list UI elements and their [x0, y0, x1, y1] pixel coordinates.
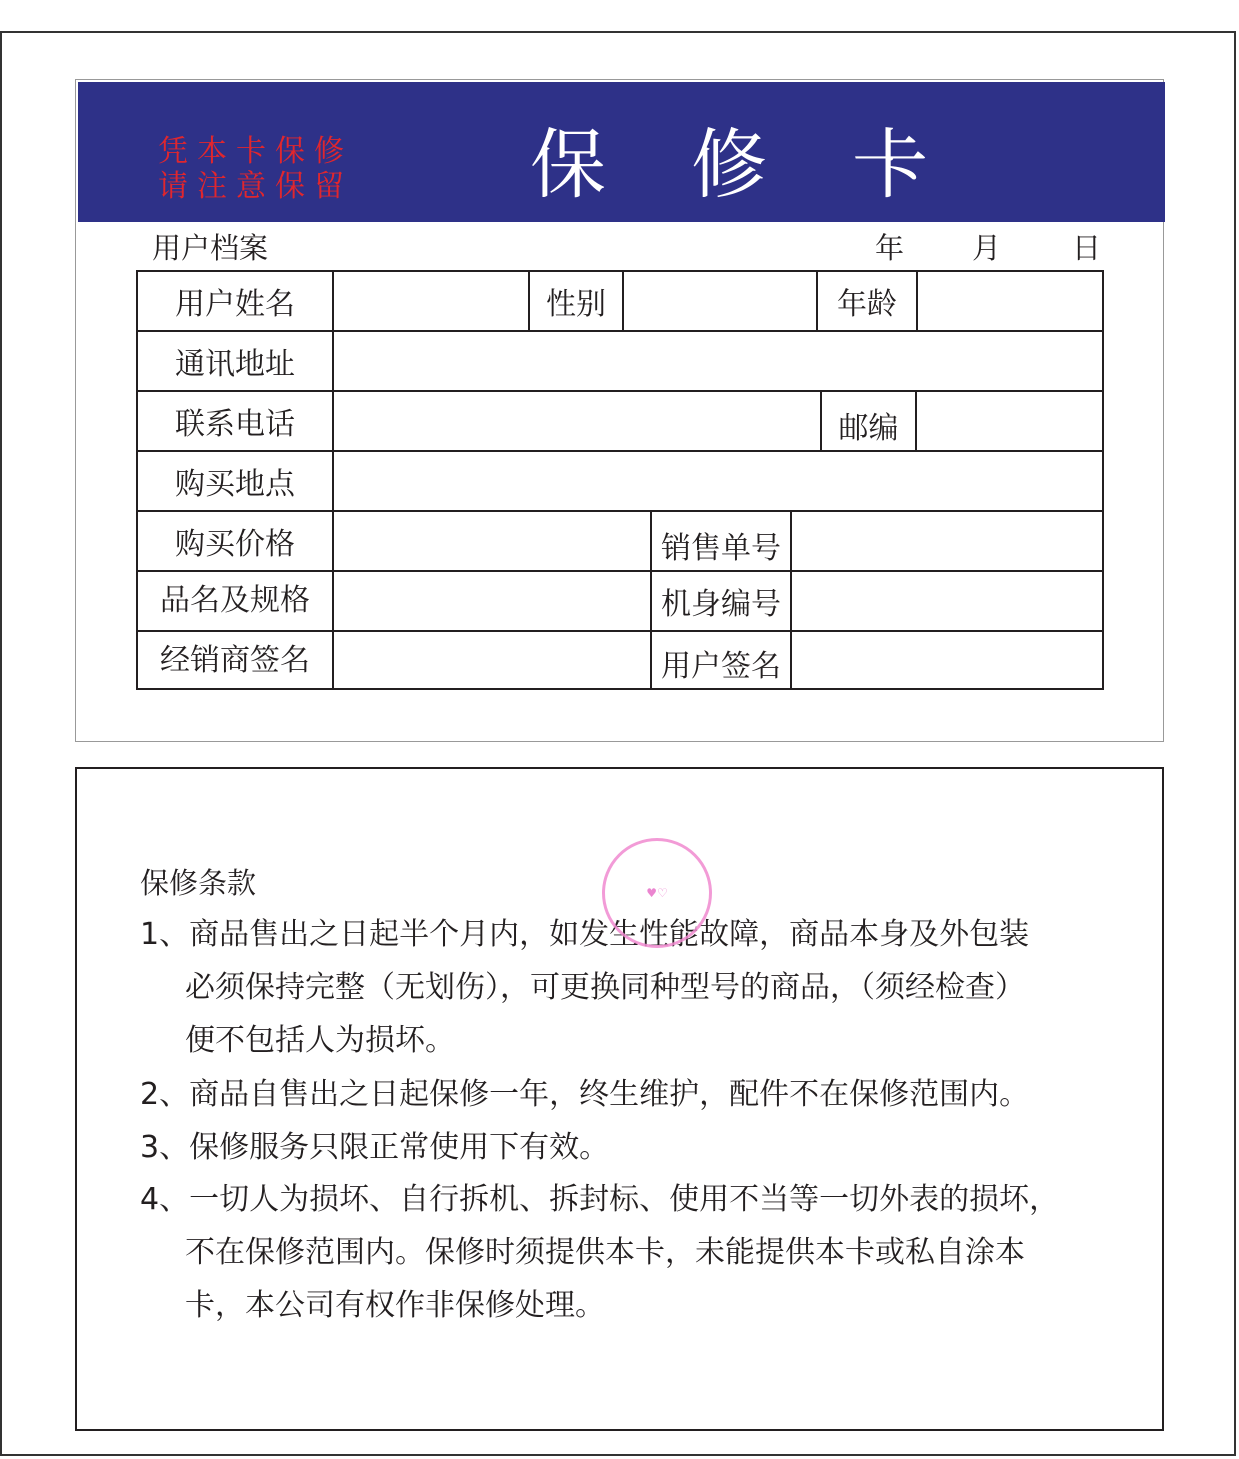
product-label: 品名及规格	[136, 570, 334, 632]
terms-title: 保修条款	[140, 866, 257, 900]
record-label: 用户档案	[152, 231, 269, 265]
name-label: 用户姓名	[136, 270, 334, 332]
age-field[interactable]	[916, 270, 1104, 332]
place-label: 购买地点	[136, 450, 334, 512]
phone-field[interactable]	[332, 390, 822, 452]
month-label: 月	[972, 231, 1002, 265]
address-label: 通讯地址	[136, 330, 334, 392]
terms-line: 1、商品售出之日起半个月内，如发生性能故障，商品本身及外包装	[140, 917, 1030, 952]
year-label: 年	[875, 231, 905, 265]
terms-line: 便不包括人为损坏。	[185, 1023, 455, 1058]
dealer-sign-field[interactable]	[332, 630, 652, 690]
serial-no-label: 机身编号	[650, 570, 792, 632]
postcode-label: 邮编	[820, 390, 917, 452]
header-note-1: 凭本卡保修	[158, 134, 353, 169]
postcode-field[interactable]	[915, 390, 1104, 452]
terms-line: 2、商品自售出之日起保修一年，终生维护，配件不在保修范围内。	[140, 1077, 1030, 1112]
terms-line: 4、一切人为损坏、自行拆机、拆封标、使用不当等一切外表的损坏，	[140, 1182, 1060, 1217]
title-char: 保	[530, 120, 606, 209]
product-field[interactable]	[332, 570, 652, 632]
price-field[interactable]	[332, 510, 652, 572]
terms-line: 不在保修范围内。保修时须提供本卡，未能提供本卡或私自涂本	[185, 1235, 1025, 1270]
header-note-2: 请注意保留	[158, 169, 353, 204]
user-sign-label: 用户签名	[650, 630, 792, 690]
title-char: 卡	[852, 120, 928, 209]
day-label: 日	[1072, 231, 1102, 265]
dealer-sign-label: 经销商签名	[136, 630, 334, 690]
order-no-field[interactable]	[790, 510, 1104, 572]
name-field[interactable]	[332, 270, 530, 332]
terms-line: 卡，本公司有权作非保修处理。	[185, 1288, 605, 1323]
terms-line: 3、保修服务只限正常使用下有效。	[140, 1130, 610, 1165]
user-sign-field[interactable]	[790, 630, 1104, 690]
order-no-label: 销售单号	[650, 510, 792, 572]
title-char: 修	[691, 120, 767, 209]
price-label: 购买价格	[136, 510, 334, 572]
age-label: 年龄	[816, 270, 918, 332]
phone-label: 联系电话	[136, 390, 334, 452]
card-title	[530, 120, 1013, 210]
place-field[interactable]	[332, 450, 1104, 512]
watermark-stamp: ♥♡	[602, 838, 712, 948]
address-field[interactable]	[332, 330, 1104, 392]
terms-line: 必须保持完整（无划伤），可更换同种型号的商品，（须经检查）	[185, 970, 1025, 1005]
gender-field[interactable]	[622, 270, 818, 332]
gender-label: 性别	[528, 270, 624, 332]
serial-no-field[interactable]	[790, 570, 1104, 632]
